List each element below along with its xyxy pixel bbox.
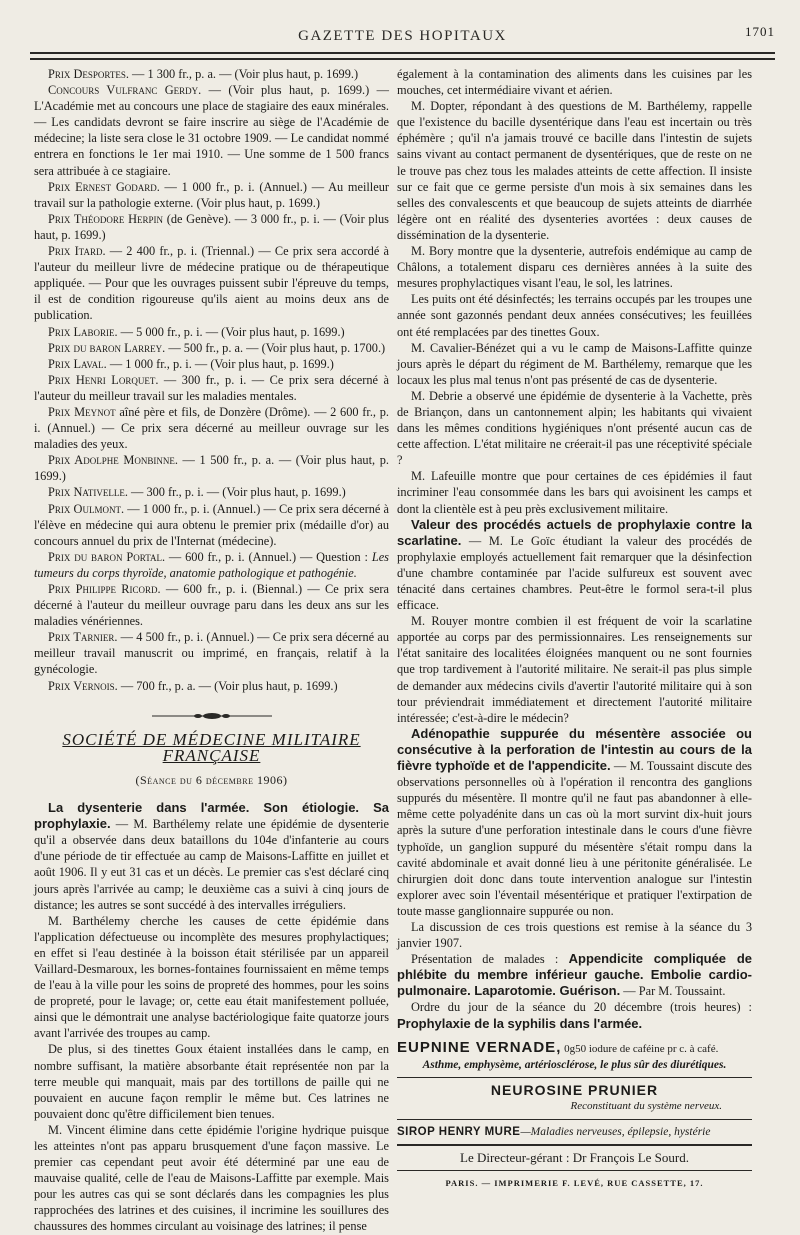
prize-entry	[34, 452, 389, 484]
prize-name: Prix Tarnier.	[48, 630, 118, 645]
neurosine-tagline: Reconstituant du système nerveux.	[570, 1100, 722, 1113]
prize-entry	[34, 324, 389, 340]
prize-name: Prix Nativelle.	[48, 485, 128, 500]
prize-entry	[34, 404, 389, 452]
article-paragraph: La discussion de ces trois questions est remise à la séance du 3 janvier 1907.	[397, 919, 752, 951]
session-date: (Séance du 6 décembre 1906)	[135, 772, 288, 787]
article-paragraph: M. Bory montre que la dysenterie, autrefois endémique au camp de Châlons, a totalement disparu ces dernières années à la suite des mesures prophylactiques visant l'eau, le sol, les latrines.	[397, 244, 752, 291]
prize-name: Prix Ernest Godard.	[48, 179, 160, 194]
article-paragraph: M. Cavalier-Bénézet qui a vu le camp de Maisons-Laffitte quinze jours après le départ du régiment de M. Barthélemy, remarque que les locaux les plus mal tenus n'ont pas présenté de cas de dysenterie.	[397, 340, 752, 387]
sirop-ad	[397, 1124, 752, 1140]
article-paragraph: De plus, si des tinettes Goux étaient installées dans le camp, en nombre suffisant, la matière absorbante était représentée non par la terre meuble qui manquait, mais par des tortillons de paille qui ne pouvaient en aucune façon remplir le même but. Ces latrines ne pouvaient donc qu'être difficilement bien tenues.	[34, 1042, 389, 1121]
prize-text: — 300 fr., p. i. — (Voir plus haut, p. 1699.)	[127, 485, 346, 500]
prize-name: Prix Itard.	[48, 244, 106, 259]
prize-entry	[34, 243, 389, 323]
header-rule-bottom	[30, 58, 775, 60]
prize-text: — 1 000 fr., p. i. (Annuel.) — Au meilleur travail sur la pathologie externe. (Voir plus haut, p. 1699.)	[34, 179, 389, 210]
ad-divider	[397, 1170, 752, 1172]
prize-entry	[34, 356, 389, 372]
prize-entry	[34, 484, 389, 500]
prize-question: Les tumeurs du corps thyroïde, anatomie pathologique et pathogénie.	[34, 549, 389, 580]
article-text: — Par M. Toussaint.	[620, 984, 726, 999]
ad-divider	[397, 1119, 752, 1121]
section-divider-ornament	[34, 708, 389, 724]
prize-name: Prix Laval.	[48, 356, 107, 371]
prize-text: — 600 fr., p. i. (Biennal.) — Ce prix sera décerné à l'auteur du meilleur ouvrage paru dans les deux ans sur les maladies vénériennes.	[34, 582, 389, 629]
prize-text: — 1 000 fr., p. i. (Annuel.) — Ce prix sera décerné à l'élève en médecine qui aura obtenu le premier prix (médaille d'or) au concours annuel du prix de l'Internat (médecine).	[34, 501, 389, 548]
article-paragraph: M. Debrie a observé une épidémie de dysenterie à la Vachette, près de Briançon, dans un cantonnement alpin; les habitants qui vivaient dans les mêmes conditions hygiéniques n'ont présenté aucun cas de cette affection. L'état militaire ne créerait-il pas une réceptivité spéciale ?	[397, 388, 752, 468]
article-heading: Adénopathie suppurée du mésentère associée ou consécutive à la perforation de l'intestin au cours de la fièvre typhoïde et de l'appendicite.	[397, 725, 752, 774]
prize-text: — 2 400 fr., p. i. (Triennal.) — Ce prix sera accordé à l'auteur du meilleur livre de médecine pratique ou de thérapeutique appliquée. — Pour que les ouvrages puissent subir l'épreuve du temps, il est de condition rigoureuse qu'ils aient au moins deux ans de publication.	[34, 244, 389, 323]
header-rule-top	[30, 52, 775, 54]
article-text: Présentation de malades :	[411, 952, 569, 967]
article-heading: La dysenterie dans l'armée. Son étiologie. Sa prophylaxie.	[34, 800, 389, 832]
eupnine-tagline: Asthme, emphysème, artériosclérose, le plus sûr des diurétiques.	[422, 1058, 727, 1071]
prize-text: — 300 fr., p. i. — Ce prix sera décerné à l'auteur du meilleur travail sur les maladies mentales.	[34, 372, 389, 403]
sirop-brand: SIROP HENRY MURE	[397, 1126, 521, 1138]
prize-text: — 4 500 fr., p. i. (Annuel.) — Ce prix sera décerné au meilleur travail manuscrit ou imprimé, en français, relatif à la gynécologie.	[34, 630, 389, 677]
prize-entry	[34, 629, 389, 677]
prize-name: Prix Vernois.	[48, 678, 118, 693]
prize-entry	[34, 179, 389, 211]
article-paragraph: M. Lafeuille montre que pour certaines de ces épidémies il faut incriminer l'eau consommée dans les bars qui avoisinent les camps et dont la clientèle est à peu près exclusivement militaire.	[397, 469, 752, 516]
article-paragraph	[397, 517, 752, 614]
article-paragraph: M. Rouyer montre combien il est fréquent de voir la scarlatine apportée au corps par des permissionnaires. Les renseignements sur l'état sanitaire des localitées éloignées manquent ou ne sont fournies que trop tardivement à l'autorité militaire. Ne serait-il pas plus simple de demander aux médecins civils d'avertir l'autorité militaire qui à son tour préviendrait immédiatement et directement l'autorité militaire intéressée; c'est-à-dire le médecin?	[397, 614, 752, 725]
prize-name: Prix Meynot	[48, 404, 116, 419]
prize-entry	[34, 82, 389, 179]
prize-entry	[34, 501, 389, 549]
prize-text: aîné père et fils, de Donzère (Drôme). — 2 600 fr., p. i. (Annuel.) — Ce prix sera décerné au meilleur ouvrage sur les maladies des yeux.	[34, 404, 390, 452]
eupnine-brand: EUPNINE VERNADE,	[397, 1038, 562, 1056]
prize-entry	[34, 678, 389, 694]
article-text: Ordre du jour de la séance du 20 décembre (trois heures) :	[411, 1000, 752, 1015]
prize-text: — 1 500 fr., p. a. — (Voir plus haut, p. 1699.)	[34, 453, 390, 484]
page-header	[30, 24, 775, 48]
printer-line: PARIS. — IMPRIMERIE F. LEVÉ, RUE CASSETTE, 17.	[445, 1178, 704, 1189]
article-paragraph	[397, 726, 752, 919]
prize-name: Prix Adolphe Monbinne.	[48, 453, 178, 468]
prize-text: (de Genève). — 3 000 fr., p. i. — (Voir plus haut, p. 1699.)	[34, 211, 389, 242]
page-number: 1701	[745, 24, 775, 39]
article-text: — M. Toussaint discute des observations personnelles où à l'opération il rencontra des ganglions suppurés du mésentère. Il montre qu'il ne faut pas abandonner à elle-même cette polyadénite dans un cas où la mort survint dix-huit jours après la suture d'une perforation intestinale dans le cours d'une fièvre typhoïde, un ganglion suppuré du mésentère s'était rompu dans la cavité abdominale et avait donné lieu à une péritonite généralisée. Le chirurgien doit donc dans toute intervention analogue sur l'intestin explorer avec soin l'éventail mésentérique et pratiquer l'extirpation de toute masse ganglionnaire suppurée ou non.	[397, 759, 752, 918]
director-line: Le Directeur-gérant : Dr François Le Sourd.	[460, 1149, 689, 1165]
section-title: SOCIÉTÉ DE MÉDECINE MILITAIRE FRANÇAISE	[62, 729, 361, 765]
right-column	[397, 66, 752, 1189]
prize-text: — (Voir plus haut, p. 1699.) — L'Académie met au concours une place de stagiaire des eaux minérales. — Les candidats devront se faire inscrire au siège de l'Académie de médecine; la liste sera close le 31 octobre 1909. — Le candidat nommé entrera en fonctions le 1er mai 1910. — Une somme de 1 500 francs sera attribuée à ce stagiaire.	[34, 83, 389, 178]
prize-name: Prix Henri Lorquet.	[48, 372, 159, 387]
prize-text: — 700 fr., p. a. — (Voir plus haut, p. 1699.)	[117, 678, 338, 693]
article-paragraph: également à la contamination des aliments dans les cuisines par les mouches, cet intermédiaire vivant et aérien.	[397, 67, 752, 98]
prize-entry	[34, 549, 389, 581]
eupnine-ad	[397, 1040, 752, 1057]
article-paragraph	[397, 951, 752, 999]
prize-name: Prix Laborie.	[48, 324, 118, 339]
prize-entry	[34, 581, 389, 629]
prize-text: — 1 300 fr., p. a. — (Voir plus haut, p. 1699.)	[128, 67, 359, 81]
article-paragraph: M. Vincent élimine dans cette épidémie l'origine hydrique puisque les atteintes n'ont pas apparu brusquement d'une façon massive. Le premier cas cependant peut avoir été déterminé par une eau de mauvaise qualité, celle de l'eau de Maisons-Laffitte par exemple. Mais pour les autres cas qui se sont déclarés dans les compagnies les plus rapprochées des latrines et des cuisines, il incrimine les souillures des chaussures des hommes circulant au voisinage des latrines; il pense	[34, 1122, 389, 1234]
prize-entry	[34, 372, 389, 404]
article-heading: Valeur des procédés actuels de prophylaxie contre la scarlatine.	[397, 516, 752, 548]
prize-entry	[34, 211, 389, 243]
advertisements	[397, 1040, 752, 1192]
prize-name: Prix Philippe Ricord.	[48, 582, 161, 596]
eupnine-detail: 0g50 iodure de caféine pr c. à café.	[561, 1042, 719, 1055]
left-column	[34, 66, 390, 1234]
prize-text: — 1 000 fr., p. i. — (Voir plus haut, p. 1699.)	[106, 356, 334, 371]
article-paragraph: Les puits ont été désinfectés; les terrains occupés par les troupes une année sont gazonnés pendant deux années consécutives; les feuillées ont été remplacées par des tinettes Goux.	[397, 292, 752, 339]
neurosine-brand: NEUROSINE PRUNIER	[490, 1082, 659, 1099]
prize-name: Prix Théodore Herpin	[48, 211, 164, 226]
article-text: — M. Barthélemy relate une épidémie de dysenterie qu'il a observée dans deux bataillons du 104e d'infanterie au cours d'une période de tir effectuée au camp de Maisons-Laffitte en juillet et août 1906. Il y eut 31 cas et un décès. Le premier cas s'est déclaré cinq jours après l'arrivée au camp; le deuxième cas a suivi à cinq jours de distance; les autres se sont succédé à des intervalles irréguliers.	[34, 817, 389, 912]
article-heading: Prophylaxie de la syphilis dans l'armée.	[397, 1015, 643, 1031]
sirop-detail: —Maladies nerveuses, épilepsie, hystérie	[520, 1126, 711, 1138]
prize-text: — 600 fr., p. i. (Annuel.) — Question :	[165, 549, 372, 564]
prize-name: Concours Vulfranc Gerdy.	[48, 83, 202, 98]
prize-text: — 500 fr., p. a. — (Voir plus haut, p. 1700.)	[165, 340, 386, 355]
article-paragraph: M. Dopter, répondant à des questions de M. Barthélemy, rappelle que l'existence du bacille dysentérique dans l'eau est incertain ou très éphémère ; qu'il n'a jamais trouvé ce bacille dans l'intestin de sujets sains vivant au contact permanent de dysentériques, que de reste on ne le trouve pas chez tous les malades atteints de cette affection. Il insiste sur ce fait que ce germe persiste d'un mois à six semaines dans les selles des convalescents et que beaucoup de sujets atteints de diarrhée légère ont en réalité des dysenteries avortées : deux causes de dissémination de la dysenterie.	[397, 99, 752, 242]
prize-name: Prix du baron Larrey.	[48, 340, 166, 355]
ad-divider	[397, 1077, 752, 1079]
article-paragraph	[34, 800, 389, 913]
prize-text: — 5 000 fr., p. i. — (Voir plus haut, p. 1699.)	[117, 324, 345, 339]
divider-ornament-icon	[152, 712, 272, 720]
article-paragraph	[397, 999, 752, 1031]
prize-entry	[34, 340, 389, 356]
article-text: — M. Le Goïc étudiant la valeur des procédés de prophylaxie employés actuellement fait remarquer que la désinfection d'une chambre contaminée par l'acide sulfureux est souvent avec ténacité dans certaines chambres. Peut-être le formol sera-t-il plus efficace.	[397, 533, 752, 613]
prize-entry	[34, 66, 389, 82]
ad-divider	[397, 1144, 752, 1146]
page-title: GAZETTE DES HOPITAUX	[298, 28, 507, 44]
prize-name: Prix Desportes.	[48, 67, 129, 81]
prize-name: Prix du baron Portal.	[48, 549, 166, 564]
article-paragraph: M. Barthélemy cherche les causes de cette épidémie dans l'application défectueuse ou incomplète des mesures prophylactiques; en effet si l'eau destinée à la boisson était stérilisée par un appareil Vaillard-Desmaroux, les bornes-fontaines fournissaient en même temps de l'eau à la ville pour les soins de propreté des hommes, pour les soins de propreté, pour le lavage; or, cette eau était manifestement polluée, ainsi que le démontrait une analyse bactériologique faite quatorze jours avant l'arrivée des troupes au camp.	[34, 913, 389, 1041]
prize-name: Prix Oulmont.	[48, 501, 125, 516]
article-heading: Appendicite compliquée de phlébite du membre inférieur gauche. Embolie cardio-pulmonaire. Laparotomie. Guérison.	[397, 951, 752, 999]
